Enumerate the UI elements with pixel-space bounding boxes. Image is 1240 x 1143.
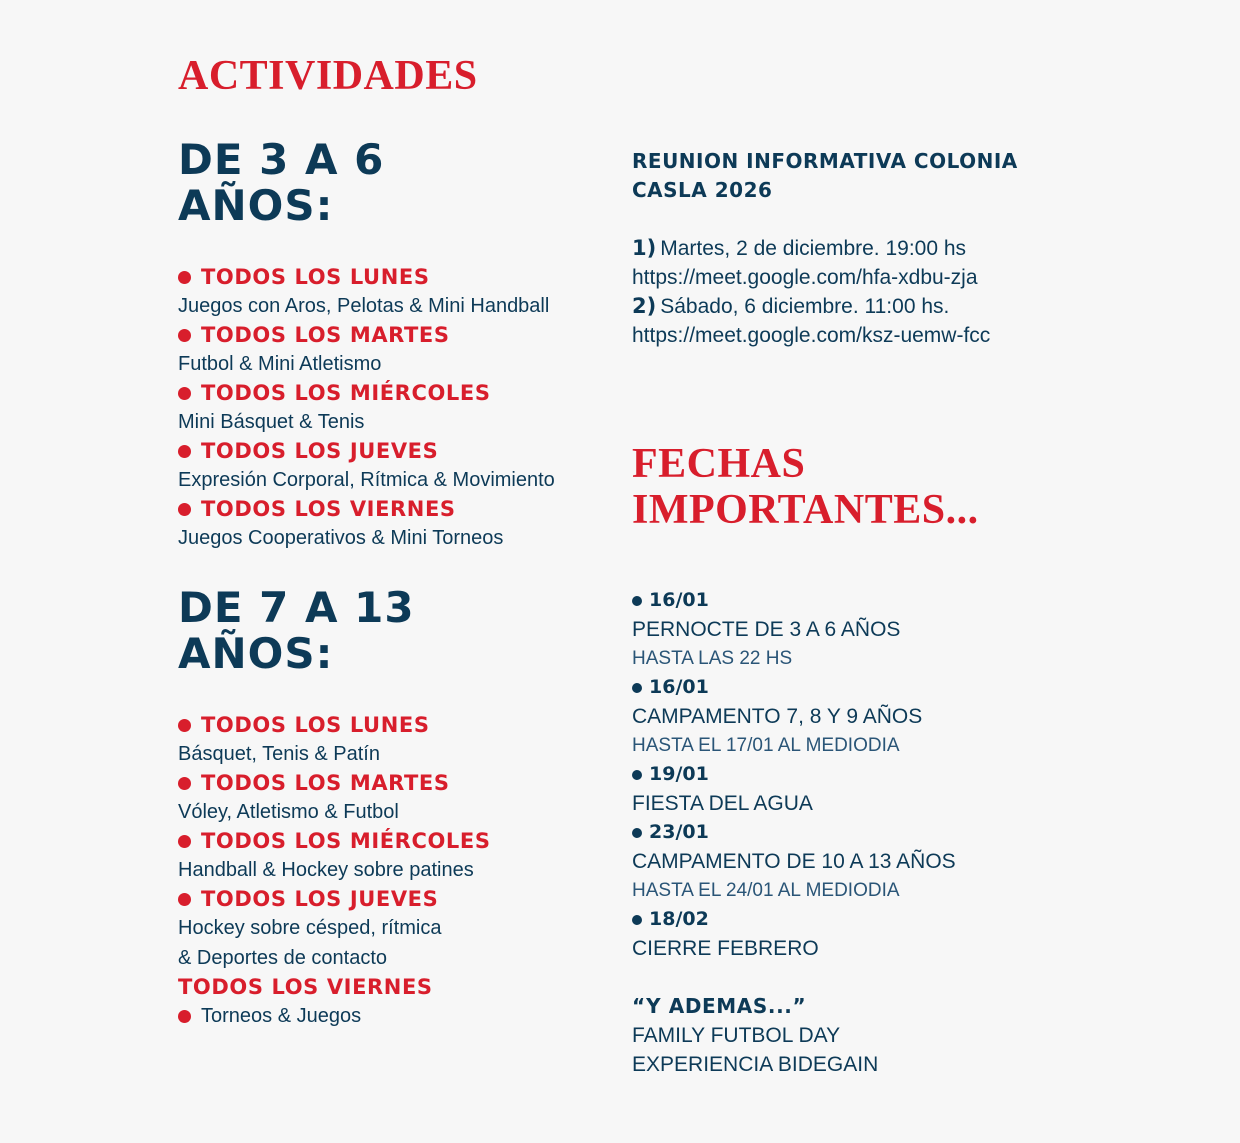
activity-description: Juegos Cooperativos & Mini Torneos: [178, 527, 504, 549]
session-when: [632, 234, 1112, 263]
day-label: TODOS LOS VIERNES: [201, 497, 456, 521]
day-label: TODOS LOS VIERNES: [178, 975, 433, 999]
dates-section: [632, 586, 1112, 1079]
date-label: 19/01: [649, 763, 709, 785]
date-label: 18/02: [649, 908, 709, 930]
date-event: CIERRE FEBRERO: [632, 937, 819, 960]
age-group-title-line2: AÑOS:: [178, 181, 334, 230]
activity-description: Handball & Hockey sobre patines: [178, 859, 474, 881]
extra-item: EXPERIENCIA BIDEGAIN: [632, 1053, 879, 1076]
group-7-13-section: [178, 585, 608, 1031]
day-heading: [178, 711, 608, 739]
date-label: 16/01: [649, 589, 709, 611]
date-item: [632, 673, 1112, 760]
bullet-icon: [632, 770, 642, 780]
meeting-link[interactable]: https://meet.google.com/ksz-uemw-fcc: [632, 324, 991, 347]
day-heading: [178, 263, 608, 291]
date-event: FIESTA DEL AGUA: [632, 792, 813, 815]
day-heading: [178, 769, 608, 797]
bullet-icon: [178, 329, 191, 342]
date-heading: [632, 760, 1112, 789]
list-item: [178, 379, 608, 437]
age-group-title: [178, 585, 608, 677]
activity-text: Torneos & Juegos: [201, 1005, 362, 1027]
bullet-icon: [178, 503, 191, 516]
list-item: [178, 437, 608, 495]
activity-description: Mini Básquet & Tenis: [178, 411, 365, 433]
date-item: [632, 760, 1112, 818]
extras-block: [632, 992, 1112, 1079]
bullet-icon: [178, 893, 191, 906]
activity-description-line1: Hockey sobre césped, rítmica: [178, 917, 442, 939]
meeting-sessions: [632, 234, 1112, 350]
bullet-icon: [178, 271, 191, 284]
day-heading: [178, 495, 608, 523]
day-heading: [178, 973, 608, 1001]
group-3-6-section: [178, 137, 608, 553]
date-label: 23/01: [649, 821, 709, 843]
activity-description: Juegos con Aros, Pelotas & Mini Handball: [178, 295, 550, 317]
list-item: [178, 973, 608, 1031]
activity-list: [178, 711, 608, 1031]
activity-description: [178, 1001, 608, 1031]
day-label: TODOS LOS JUEVES: [201, 887, 439, 911]
activity-description: Vóley, Atletismo & Futbol: [178, 801, 399, 823]
session-number: 2): [632, 294, 657, 318]
activity-description: Futbol & Mini Atletismo: [178, 353, 382, 375]
list-item: [178, 769, 608, 827]
list-item: [178, 321, 608, 379]
date-event: PERNOCTE DE 3 A 6 AÑOS: [632, 618, 901, 641]
day-heading: [178, 321, 608, 349]
meeting-title-line2: CASLA 2026: [632, 178, 773, 202]
list-item: [178, 711, 608, 769]
age-group-title-line1: DE 7 A 13: [178, 583, 415, 632]
date-label: 16/01: [649, 676, 709, 698]
page-title: ACTIVIDADES: [178, 53, 478, 99]
date-item: [632, 905, 1112, 963]
activity-description: Básquet, Tenis & Patín: [178, 743, 380, 765]
date-heading: [632, 905, 1112, 934]
bullet-icon: [178, 1010, 191, 1023]
date-heading: [632, 586, 1112, 615]
meeting-link[interactable]: https://meet.google.com/hfa-xdbu-zja: [632, 266, 978, 289]
meeting-section: [632, 147, 1112, 350]
day-heading: [178, 827, 608, 855]
bullet-icon: [178, 719, 191, 732]
bullet-icon: [632, 683, 642, 693]
session-when: [632, 292, 1112, 321]
meeting-title-line1: REUNION INFORMATIVA COLONIA: [632, 149, 1018, 173]
date-heading: [632, 673, 1112, 702]
date-note: HASTA EL 17/01 AL MEDIODIA: [632, 735, 900, 756]
date-note: HASTA LAS 22 HS: [632, 648, 793, 669]
fechas-title-line1: FECHAS: [632, 441, 806, 487]
date-event: CAMPAMENTO 7, 8 Y 9 AÑOS: [632, 705, 923, 728]
meeting-title: [632, 147, 1112, 205]
day-label: TODOS LOS MIÉRCOLES: [201, 829, 491, 853]
bullet-icon: [632, 828, 642, 838]
session-datetime: Martes, 2 de diciembre. 19:00 hs: [660, 237, 967, 260]
bullet-icon: [632, 596, 642, 606]
activity-description-line2: & Deportes de contacto: [178, 947, 388, 969]
extras-title: “Y ADEMAS...”: [632, 994, 807, 1018]
list-item: [178, 495, 608, 553]
day-label: TODOS LOS MIÉRCOLES: [201, 381, 491, 405]
list-item: [178, 827, 608, 885]
bullet-icon: [632, 915, 642, 925]
fechas-title: [632, 441, 979, 533]
age-group-title-line2: AÑOS:: [178, 629, 334, 678]
list-item: [178, 885, 608, 973]
day-label: TODOS LOS MARTES: [201, 771, 450, 795]
day-label: TODOS LOS MARTES: [201, 323, 450, 347]
day-heading: [178, 437, 608, 465]
date-event: CAMPAMENTO DE 10 A 13 AÑOS: [632, 850, 956, 873]
day-label: TODOS LOS JUEVES: [201, 439, 439, 463]
day-label: TODOS LOS LUNES: [201, 265, 430, 289]
day-heading: [178, 379, 608, 407]
date-item: [632, 818, 1112, 905]
bullet-icon: [178, 387, 191, 400]
activity-description: Expresión Corporal, Rítmica & Movimiento: [178, 469, 555, 491]
age-group-title-line1: DE 3 A 6: [178, 135, 385, 184]
extra-item: FAMILY FUTBOL DAY: [632, 1024, 841, 1047]
date-note: HASTA EL 24/01 AL MEDIODIA: [632, 880, 900, 901]
fechas-title-line2: IMPORTANTES...: [632, 487, 979, 533]
bullet-icon: [178, 777, 191, 790]
list-item: [178, 263, 608, 321]
activity-list: [178, 263, 608, 553]
session-datetime: Sábado, 6 diciembre. 11:00 hs.: [660, 295, 950, 318]
session-number: 1): [632, 236, 657, 260]
day-heading: [178, 885, 608, 913]
bullet-icon: [178, 445, 191, 458]
date-heading: [632, 818, 1112, 847]
age-group-title: [178, 137, 608, 229]
day-label: TODOS LOS LUNES: [201, 713, 430, 737]
bullet-icon: [178, 835, 191, 848]
date-item: [632, 586, 1112, 673]
